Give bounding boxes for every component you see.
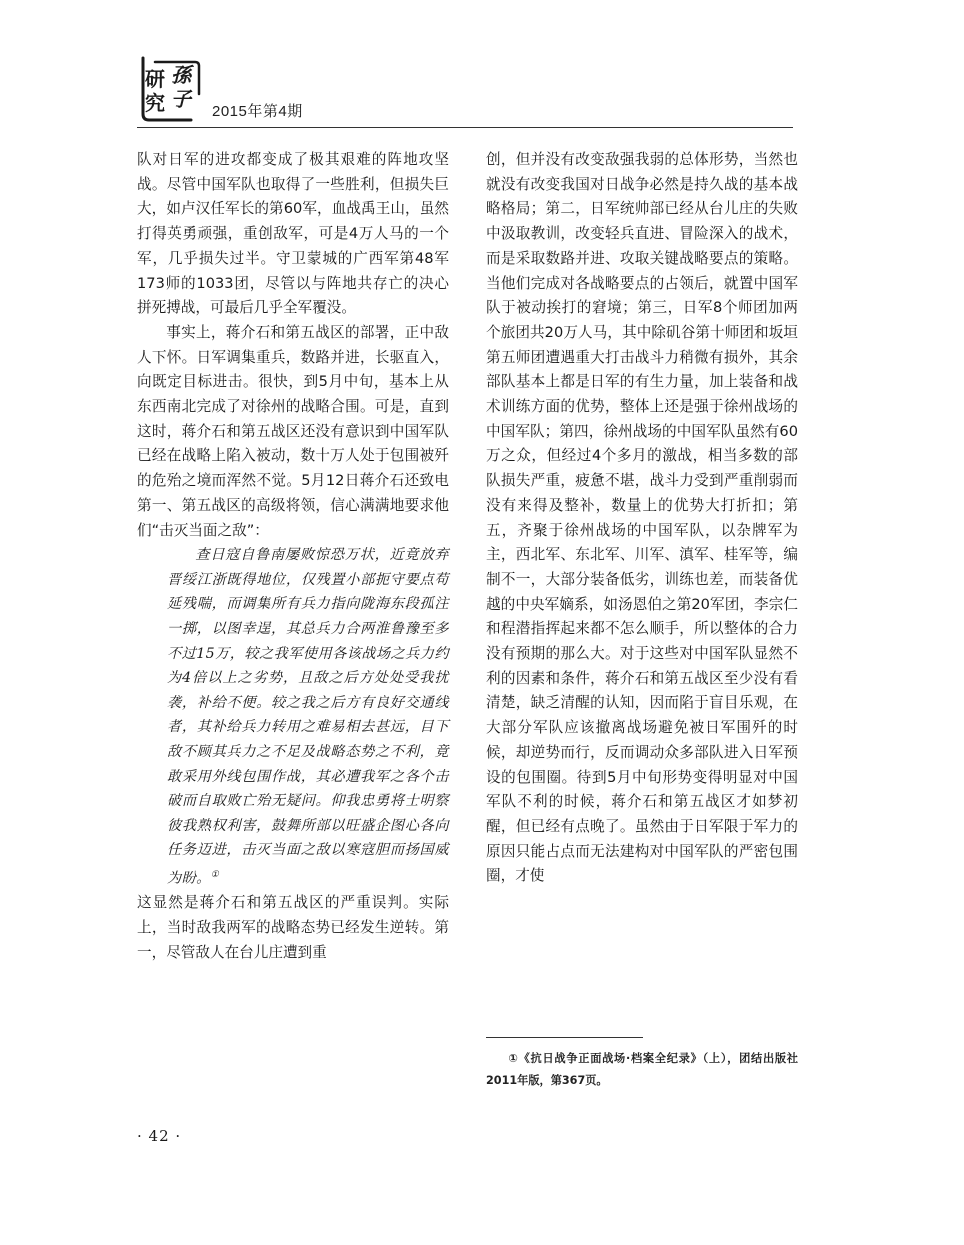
footnote-divider [486, 1037, 643, 1038]
paragraph: 创，但并没有改变敌强我弱的总体形势，当然也就没有改变我国对日战争必然是持久战的基本战略格局；第二，日军统帅部已经从台儿庄的失败中汲取教训，改变轻兵直进、冒险深入的战术，而是采取数路并进、攻取关键战略要点的策略。当他们完成对各战略要点的占领后，就置中国军队于被动挨打的窘境；第三，日军8个师团加两个旅团共20万人马，其中除矶谷第十师团和坂垣第五师团遭遇重大打击战斗力稍微有损外，其余部队基本上都是日军的有生力量，加上装备和战术训练方面的优势，整体上还是强于徐州战场的中国军队；第四，徐州战场的中国军队虽然有60万之众，但经过4个多月的激战，相当多数的部队损失严重，疲惫不堪，战斗力受到严重削弱而没有来得及整补，数量上的优势大打折扣；第五，齐聚于徐州战场的中国军队，以杂牌军为主，西北军、东北军、川军、滇军、桂军等，编制不一，大部分装备低劣，训练也差，而装备优越的中央军嫡系，如汤恩伯之第20军团，李宗仁和程潜指挥起来都不怎么顺手，所以整体的合力没有预期的那么大。对于这些对中国军队显然不利的因素和条件，蒋介石和第五战区至少没有看清楚，缺乏清醒的认知，因而陷于盲目乐观，在大部分军队应该撤离战场避免被日军围歼的时候，却逆势而行，反而调动众多部队进入日军预设的包围圈。待到5月中旬形势变得明显对中国军队不利的时候，蒋介石和第五战区才如梦初醒，但已经有点晚了。虽然由于日军限于军力的原因只能占点而无法建构对中国军队的严密包围圈，才使 [486, 151, 798, 885]
right-column [486, 148, 798, 889]
journal-logo [137, 54, 203, 124]
issue-label: 2015年第4期 [212, 103, 303, 120]
block-quote [137, 543, 449, 891]
svg-text:子: 子 [171, 87, 191, 111]
svg-text:究: 究 [145, 91, 165, 115]
paragraph: 事实上，蒋介石和第五战区的部署，正中敌人下怀。日军调集重兵，数路并进，长驱直入，向既定目标进击。很快，到5月中旬，基本上从东西南北完成了对徐州的战略合围。可是，直到这时，蒋介石和第五战区还没有意识到中国军队已经在战略上陷入被动，数十万人处于包围被歼的危殆之境而浑然不觉。5月12日蒋介石还致电第一、第五战区的高级将领，信心满满地要求他们“击灭当面之敌”： [137, 323, 449, 539]
left-column [137, 148, 449, 965]
quote-text: 查日寇自鲁南屡败惊恐万状，近竟放弃晋绥江浙既得地位，仅残置小部扼守要点苟延残喘，而调集所有兵力指向陇海东段孤注一掷，以图幸逞，其总兵力合两淮鲁豫至多不过15万，较之我军使用各该战场之兵力约为4倍以上之劣势，且敌之后方处处受我扰袭，补给不便。较之我之后方有良好交通线者，其补给兵力转用之难易相去甚远，目下敌不顾其兵力之不足及战略态势之不利，竟敢采用外线包围作战，其必遭我军之各个击破而自取败亡殆无疑问。仰我忠勇将士明察彼我熟权利害，鼓舞所部以旺盛企图心各向任务迈进，击灭当面之敌以寒寇胆而扬国威为盼。 [167, 547, 449, 887]
paragraph: 队对日军的进攻都变成了极其艰难的阵地攻坚战。尽管中国军队也取得了一些胜利，但损失巨大，如卢汉任军长的第60军，血战禹王山，虽然打得英勇顽强，重创敌军，可是4万人马的一个军，几乎损失过半。守卫蒙城的广西军第48军173师的1033团，尽管以与阵地共存亡的决心拼死搏战，可最后几乎全军覆没。 [137, 151, 449, 317]
svg-text:孫: 孫 [171, 63, 191, 87]
footnote: ①《抗日战争正面战场·档案全纪录》（上），团结出版社2011年版，第367页。 [486, 1052, 798, 1087]
paragraph: 这显然是蒋介石和第五战区的严重误判。实际上，当时敌我两军的战略态势已经发生逆转。第一，尽管敌人在台儿庄遭到重 [137, 894, 449, 961]
svg-text:研: 研 [145, 67, 165, 91]
header-divider [137, 127, 793, 128]
footnote-marker[interactable]: ① [210, 869, 220, 880]
page-number: · 42 · [137, 1127, 182, 1145]
